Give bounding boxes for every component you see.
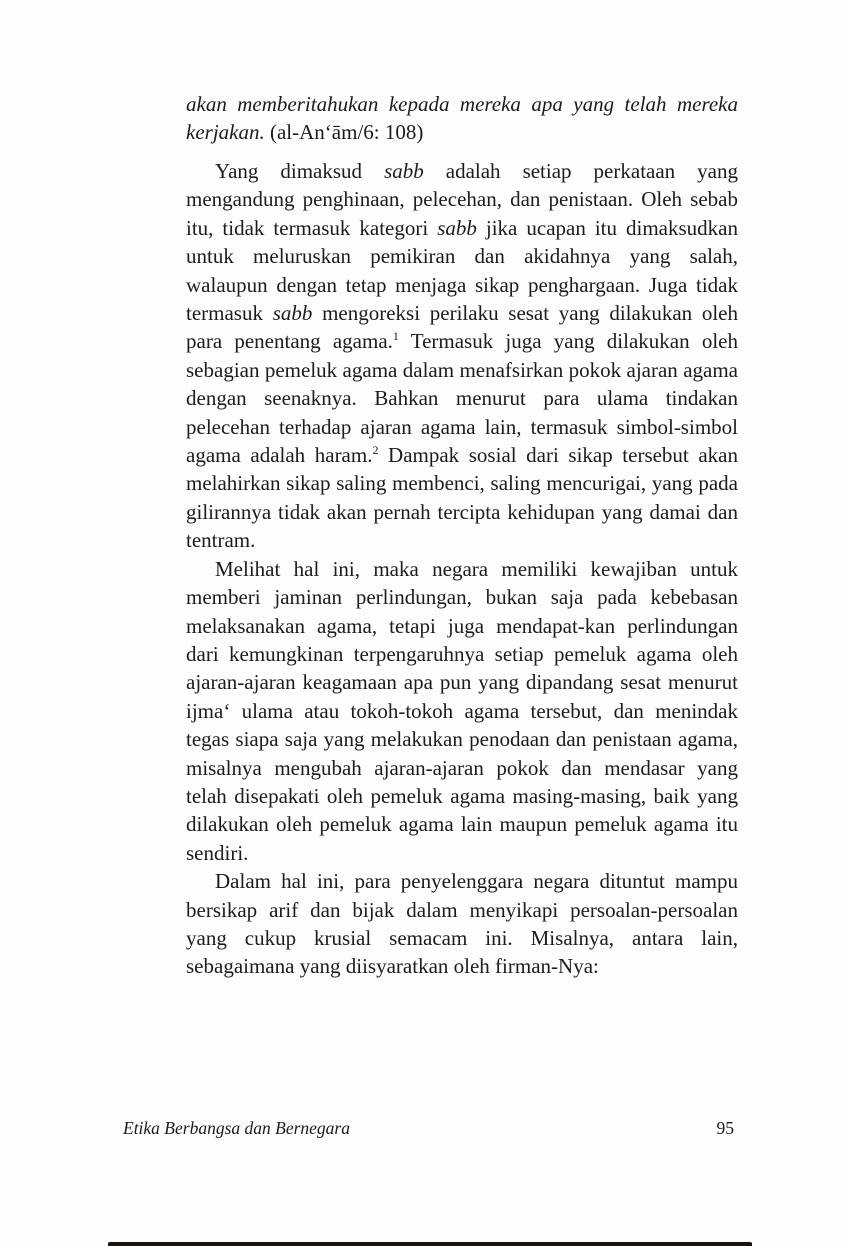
running-footer-book-title: Etika Berbangsa dan Bernegara [123, 1118, 350, 1138]
footnote-marker: 1 [392, 329, 399, 344]
body-paragraph-2 [186, 555, 738, 867]
text-segment: Termasuk juga yang dilakukan oleh sebagian pemeluk agama dalam menafsirkan pokok ajaran agama dengan seenaknya. Bahkan menurut para ulama tindakan pelecehan terhadap ajaran agama lain, termasuk simbol-simbol agama adalah haram. [186, 329, 738, 468]
text-segment: adalah setiap perkataan yang mengandung penghinaan, pelecehan, dan penistaan. Oleh sebab itu, tidak termasuk kategori [186, 159, 738, 240]
italic-term: sabb [272, 301, 313, 326]
body-paragraph-3 [186, 867, 738, 981]
text-segment: mengoreksi perilaku sesat yang dilakukan oleh para penentang agama. [186, 301, 738, 354]
text-segment: Dampak sosial dari sikap tersebut akan melahirkan sikap saling membenci, saling mencurigai, yang pada gilirannya tidak akan pernah tercipta kehidupan yang damai dan tentram. [186, 443, 738, 553]
text-column [186, 90, 738, 981]
text-segment: Melihat hal ini, maka negara memiliki kewajiban untuk memberi jaminan perlindungan, bukan saja pada kebebasan melaksanakan agama, tetapi juga mendapat-kan perlindungan dari kemungkinan terpengaruhnya setiap pemeluk agama oleh ajaran-ajaran keagamaan apa pun yang dipandang sesat menurut ijma‘ ulama atau tokoh-tokoh agama tersebut, dan menindak tegas siapa saja yang melakukan penodaan dan penistaan agama, misalnya mengubah ajaran-ajaran pokok dan mendasar yang telah disepakati oleh pemeluk agama masing-masing, baik yang dilakukan oleh pemeluk agama lain maupun pemeluk agama itu sendiri. [186, 556, 738, 865]
quran-translation-quote [186, 90, 738, 146]
text-segment: jika ucapan itu dimaksudkan untuk meluruskan pemikiran dan akidahnya yang salah, walaupun dengan tetap menjaga sikap penghargaan. Juga tidak termasuk [186, 215, 738, 326]
page-number: 95 [716, 1118, 734, 1138]
footnote-marker: 2 [372, 443, 379, 458]
text-segment: (al-An‘ām/6: 108) [264, 120, 424, 144]
italic-term: sabb [437, 215, 477, 240]
italic-term: sabb [384, 159, 424, 183]
text-segment: Dalam hal ini, para penyelenggara negara dituntut mampu bersikap arif dan bijak dalam menyikapi persoalan-persoalan yang cukup krusial semacam ini. Misalnya, antara lain, sebagaimana yang diisyaratkan oleh firman-Nya: [186, 869, 738, 979]
text-segment: Yang dimaksud [215, 159, 385, 183]
page-footer [123, 1118, 734, 1139]
body-paragraph-1 [186, 157, 738, 555]
scan-bottom-edge-artifact [108, 1242, 752, 1246]
italic-term: akan memberitahukan kepada mereka apa yang telah mereka kerjakan. [186, 92, 738, 144]
